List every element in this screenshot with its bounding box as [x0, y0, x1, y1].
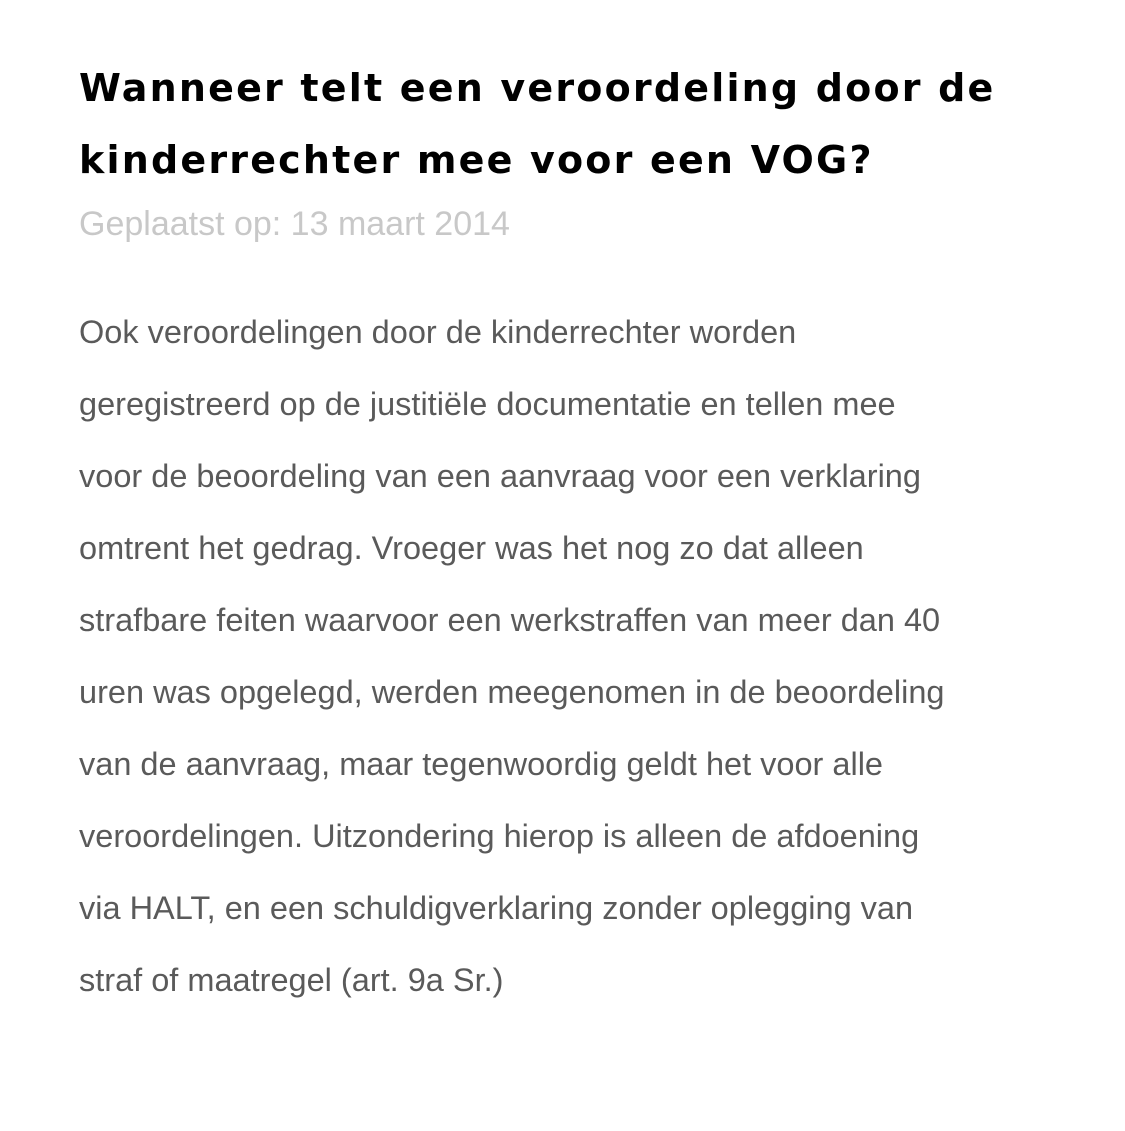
article-title — [79, 52, 1059, 196]
article-body — [79, 296, 1059, 1016]
body-line: uren was opgelegd, werden meegenomen in de beoordeling — [79, 674, 945, 710]
body-line: voor de beoordeling van een aanvraag voor een verklaring — [79, 458, 921, 494]
article — [79, 52, 1059, 1016]
posted-date: Geplaatst op: 13 maart 2014 — [79, 205, 510, 243]
body-line: veroordelingen. Uitzondering hierop is alleen de afdoening — [79, 818, 920, 854]
article-title-line: Wanneer telt een veroordeling door de — [79, 66, 996, 110]
article-title-line: kinderrechter mee voor een VOG? — [79, 138, 874, 182]
body-line: strafbare feiten waarvoor een werkstraffen van meer dan 40 — [79, 602, 941, 638]
body-line: Ook veroordelingen door de kinderrechter worden — [79, 314, 797, 350]
body-line: geregistreerd op de justitiële documentatie en tellen mee — [79, 386, 896, 422]
body-line: omtrent het gedrag. Vroeger was het nog zo dat alleen — [79, 530, 864, 566]
body-line: van de aanvraag, maar tegenwoordig geldt het voor alle — [79, 746, 883, 782]
body-line: straf of maatregel (art. 9a Sr.) — [79, 962, 504, 998]
body-line: via HALT, en een schuldigverklaring zonder oplegging van — [79, 890, 914, 926]
